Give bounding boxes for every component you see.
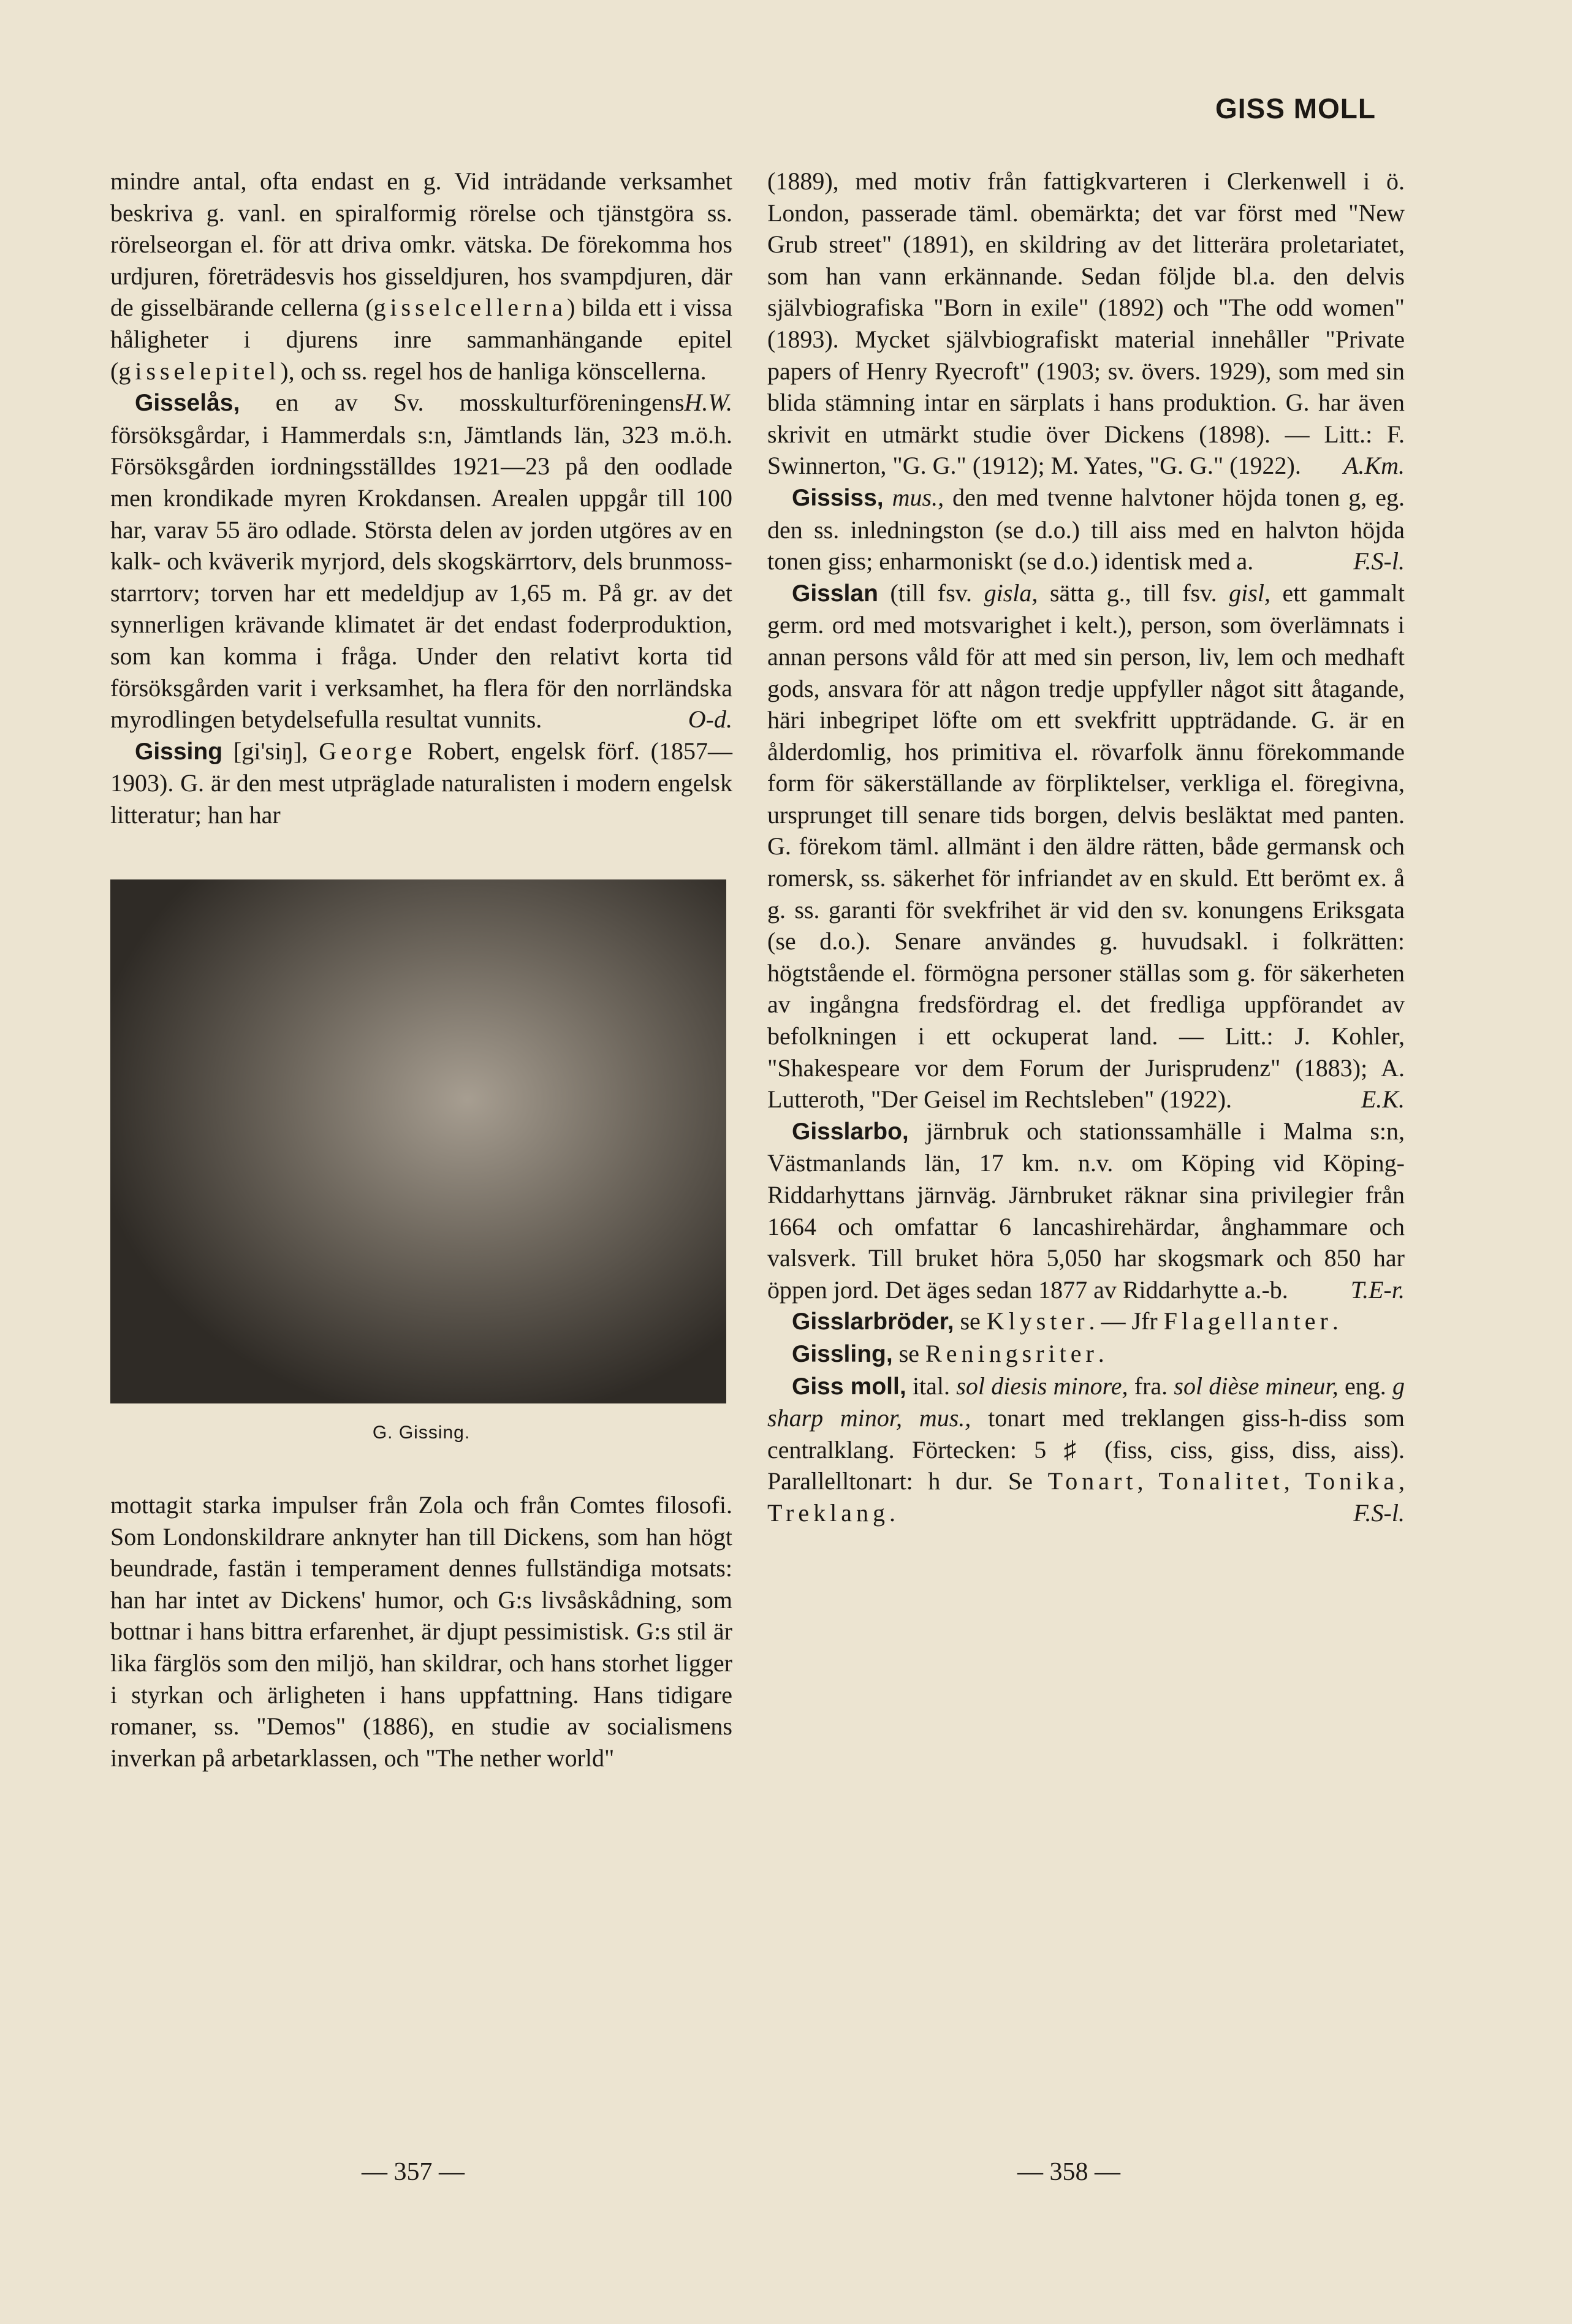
text: , <box>1283 1467 1305 1495</box>
text: mottagit starka impulser från Zola och från Comtes filosofi. Som Londonskildrare anknyter han till Dickens, som han högt beundrade, fastän i temperament dennes fullständiga motsats: han har intet av Dickens' humor, och G:s livsåskådning, som bottnar i hans bittra erfarenhet, är djupt pessimistisk. G:s stil är lika färglös som den miljö, han skildrar, och hans storhet ligger i styrkan och ärligheten i hans uppfattning. Hans tidigare romaner, ss. "Demos" (1886), en studie av socialismens inverkan på arbetarklassen, och "The nether world" <box>110 1491 732 1772</box>
text: gisla, <box>984 579 1038 607</box>
entry-gisslarbroder <box>767 1305 1405 1338</box>
text: mus., <box>883 483 944 511</box>
spaced-term: Tonika <box>1305 1467 1399 1495</box>
page-number-left: — 357 — <box>362 2158 465 2186</box>
text: eng. <box>1338 1372 1392 1400</box>
author-signature: F.S-l. <box>1353 547 1405 575</box>
text: . <box>889 1498 895 1527</box>
portrait-photo <box>110 879 726 1403</box>
entry-headword: Gisselås, <box>135 390 240 417</box>
text: gisl, <box>1229 579 1270 607</box>
text: , <box>1399 1467 1405 1495</box>
author-signature: T.E-r. <box>1350 1275 1405 1304</box>
spaced-term: Reningsriter <box>925 1339 1098 1367</box>
entry-gissing <box>110 735 732 831</box>
text: . <box>1098 1339 1104 1367</box>
spaced-term: Klyster <box>986 1307 1089 1335</box>
entry-gissling <box>767 1338 1405 1370</box>
entry-text: den med tvenne halvtoner höjda tonen g, eg. den ss. inledningston (se d.o.) till aiss med en halvton höjda tonen giss; enharmoniskt (se d.o.) identisk med a. <box>767 483 1405 575</box>
entry-headword: Gisslan <box>792 580 878 607</box>
author-signature: A.Km. <box>1343 452 1405 480</box>
text: . <box>1332 1307 1338 1335</box>
text: se <box>892 1339 926 1367</box>
entry-headword: Gisslarbo, <box>792 1118 909 1145</box>
entry-gisselas <box>110 387 732 735</box>
text: ital. <box>906 1372 957 1400</box>
entry-gissing-end <box>767 165 1405 482</box>
text: (till fsv. <box>878 579 984 607</box>
text: , <box>1137 1467 1159 1495</box>
spaced-term: Tonart <box>1047 1467 1137 1495</box>
right-column <box>767 165 1405 1529</box>
spaced-term: Flagellanter <box>1163 1307 1332 1335</box>
spaced-term: Treklang <box>767 1498 889 1527</box>
entry-gisslan <box>767 577 1405 1115</box>
entry-headword: Gississ, <box>792 484 884 511</box>
running-head: GISS MOLL <box>1215 93 1376 124</box>
text: ) bilda ett i vissa håligheter i djurens inre sammanhängande epitel ( <box>110 294 732 385</box>
entry-headword: Gissing <box>135 738 223 765</box>
entry-text: ett gammalt germ. ord med motsvarighet i kelt.), person, som överlämnats i annan persons våld för att med sin person, liv, lem och medhaft gods, ansvara för att någon tredje uppfyller något sitt åtagande, häri inbegripet löfte om ett svekfritt uppträdande. G. är en ålderdomlig, hos primitiva el. rövarfolk ännu förekommande form för säkerställande av förpliktelser, verkliga el. föregivna, ursprunget till senare tids borgen, delvis besläktat med panten. G. förekom täml. allmänt i den äldre rätten, både germansk och romersk, ss. säkerhet för infriandet av en skuld. Ett berömt ex. å g. ss. garanti för svekfrihet är vid den sv. konungens Eriksgata (se d.o.). Senare användes g. huvudsakl. i folkrätten: högtstående el. förmögna personer ställas som g. för säkerheten av ingångna fredsfördrag el. det fredliga uppförandet av befolkningen i ett ockuperat land. — Litt.: J. Kohler, "Shakespeare vor dem Forum der Jurisprudenz" (1883); A. Lutteroth, "Der Geisel im Rechtsleben" (1922). <box>767 579 1405 1114</box>
author-signature: H.W. <box>684 389 732 417</box>
photo-caption: G. Gissing. <box>372 1422 471 1443</box>
author-signature: F.S-l. <box>1353 1498 1405 1527</box>
text: tonart med treklangen giss-h-diss som centralklang. Förtecken: 5 ♯ (fiss, ciss, giss, diss, aiss). Parallelltonart: h dur. Se <box>767 1404 1405 1495</box>
text: Robert, engelsk förf. (1857—1903). G. är den mest utpräglade naturalisten i modern engelsk litteratur; han har <box>110 737 732 829</box>
text: ), och ss. regel hos de hanliga könscellerna. <box>280 357 707 385</box>
text: (1889), med motiv från fattigkvarteren i Clerkenwell i ö. London, passerade täml. obemärkta; det var först med "New Grub street" (1891), en skildring av det litterära proletariatet, som han vann erkännande. Sedan följde bl.a. den delvis självbiografiska "Born in exile" (1892) och "The odd women" (1893). Mycket självbiografiskt material innehåller "Private papers of Henry Ryecroft" (1903; sv. övers. 1929), som med sin blida stämning intar en särplats i hans produktion. G. har även skrivit en utmärkt studie över Dickens (1898). — Litt.: F. Swinnerton, "G. G." (1912); M. Yates, "G. G." (1922). <box>767 167 1405 480</box>
spaced-term: gisselcellerna <box>373 294 568 322</box>
entry-text: en av Sv. mosskulturföreningens försöksgårdar, i Hammerdals s:n, Jämtlands län, 323 m.ö.h. Försöksgården iordningsställdes 1921—23 på den oodlade men krondikade myren Krokdansen. Arealen uppgår till 100 har, varav 55 äro odlade. Största delen av jorden utgöres av en kalk- och kväverik myrjord, dels skogskärrtorv, dels brunmoss-starrtorv; torven har ett medeldjup av 1,65 m. På gr. av det synnerligen krävande klimatet är det endast foderproduktion, som kan komma i fråga. Under den relativt korta tid försöksgården varit i verksamhet, ha flera för den norrländska myrodlingen betydelsefulla resultat vunnits. <box>110 389 732 734</box>
text: sol dièse mineur, <box>1174 1372 1338 1400</box>
text: [gi'siŋ], <box>222 737 319 765</box>
spaced-term: George <box>319 737 417 765</box>
text: se <box>954 1307 987 1335</box>
entry-text: järnbruk och stationssamhälle i Malma s:n, Västmanlands län, 17 km. n.v. om Köping vid Köping-Riddarhyttans järnväg. Järnbruket räknar sina privilegier från 1664 och omfattar 6 lancashirehärdar, ånghammare och valsverk. Till bruket höra 5,050 har skogsmark och 850 har öppen jord. Det äges sedan 1877 av Riddarhytte a.-b. <box>767 1117 1405 1304</box>
entry-gisslarbo <box>767 1115 1405 1306</box>
text: fra. <box>1128 1372 1174 1400</box>
text: sätta g., till fsv. <box>1038 579 1229 607</box>
entry-headword: Gissling, <box>792 1340 893 1367</box>
entry-headword: Gisslarbröder, <box>792 1308 954 1335</box>
author-signature: O-d. <box>688 705 732 734</box>
text: sol diesis minore, <box>956 1372 1128 1400</box>
author-signature: E.K. <box>1361 1085 1405 1114</box>
entry-gississ <box>767 482 1405 577</box>
page-number-right: — 358 — <box>1017 2158 1120 2186</box>
entry-headword: Giss moll, <box>792 1373 906 1400</box>
spaced-term: Tonalitet <box>1158 1467 1284 1495</box>
entry-gissing-continuation <box>110 1489 732 1774</box>
entry-giss-moll <box>767 1370 1405 1529</box>
left-column <box>110 165 732 1774</box>
text: mindre antal, ofta endast en g. Vid inträdande verksamhet beskriva g. vanl. en spiralformig rörelse och tjänstgöra ss. rörelseorgan el. för att driva omkr. vätska. De förekomma hos urdjuren, företrädesvis hos gisseldjuren, hos svampdjuren, där de gisselbärande cellerna ( <box>110 167 732 322</box>
text: g sharp minor, mus., <box>767 1372 1405 1432</box>
text: . — Jfr <box>1088 1307 1164 1335</box>
spaced-term: gisselepitel <box>118 357 281 385</box>
